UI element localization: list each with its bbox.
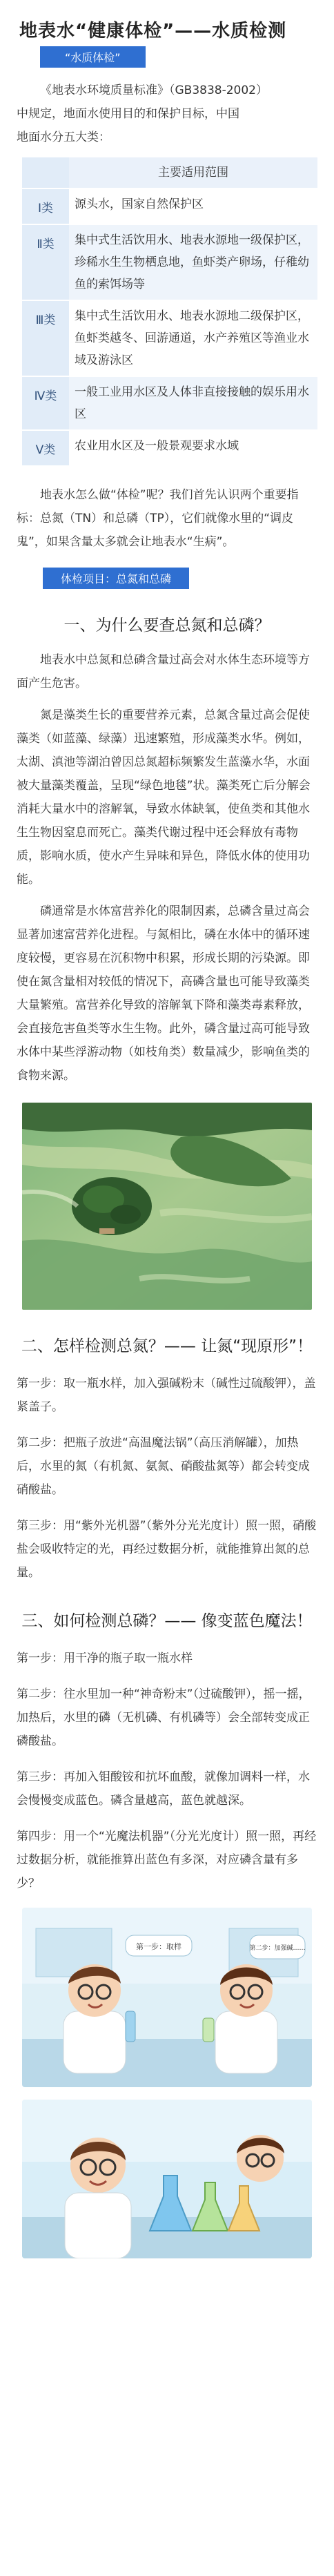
page-title: 地表水“健康体检”——水质检测 <box>19 21 287 41</box>
step-item: 第一步：用干净的瓶子取一瓶水样 <box>17 1652 193 1665</box>
table-cell-scope: 集中式生活饮用水、地表水源地二级保护区，鱼虾类越冬、回游通道，水产养殖区等渔业水域及游泳区 <box>69 300 317 376</box>
section-paragraph: 地表水中总氮和总磷含量过高会对水体生态环境等方面产生危害。 <box>17 653 310 690</box>
scientists-illustration <box>22 1908 312 2087</box>
table-cell-scope: 源头水，国家自然保护区 <box>69 188 317 224</box>
section-bar: 体检项目：总氮和总磷 <box>43 568 189 589</box>
lab-cartoon-2 <box>22 2100 312 2258</box>
table-cell-class: Ⅰ类 <box>22 188 69 224</box>
table-row <box>22 376 317 430</box>
table-row <box>22 300 317 376</box>
table-row <box>22 430 317 465</box>
title-tag: “水质体检” <box>40 46 146 68</box>
water-class-table <box>22 156 317 465</box>
table-row <box>22 224 317 300</box>
algae-lake-photo <box>22 1103 312 1310</box>
algae-lake-image <box>22 1103 312 1310</box>
section-heading: 三、如何检测总磷？—— 像变蓝色魔法！ <box>21 1612 313 1630</box>
table-cell-class: Ⅴ类 <box>22 430 69 465</box>
table-cell-scope: 农业用水区及一般景观要求水域 <box>69 430 317 465</box>
table-corner <box>22 157 69 188</box>
step-item: 第一步：取一瓶水样，加入强碱粉末（碱性过硫酸钾），盖紧盖子。 <box>17 1377 316 1414</box>
step-item: 第三步：用“紫外光机器”（紫外分光光度计）照一照，硝酸盐会吸收特定的光，再经过数据分析，就能推算出氮的总量。 <box>17 1519 317 1580</box>
checkup-intro: 地表水怎么做“体检”呢？我们首先认识两个重要指标：总氮（TN）和总磷（TP），它们就像水里的“调皮鬼”，如果含量太多就会让地表水“生病”。 <box>17 488 299 549</box>
step-item: 第二步：往水里加一种“神奇粉末”（过硫酸钾），摇一摇，加热后，水里的磷（无机磷、有机磷等）会全部转变成正磷酸盐。 <box>17 1687 311 1748</box>
intro-standard: 《地表水环境质量标准》（GB3838-2002） <box>40 84 268 97</box>
table-row <box>22 188 317 224</box>
step-item: 第四步：用一个“光魔法机器”（分光光度计）照一照，再经过数据分析，就能推算出蓝色有多深，对应磷含量有多少？ <box>17 1830 317 1890</box>
lab-cartoon-1 <box>22 1908 312 2087</box>
flask-scientists-illustration <box>22 2100 312 2258</box>
bubble-right-text: 第二步：加强碱…… <box>249 1945 306 1952</box>
intro-line: 地面水分五大类： <box>17 130 110 144</box>
table-header: 主要适用范围 <box>69 157 317 188</box>
section-heading: 二、怎样检测总氮？—— 让氮“现原形”！ <box>21 1337 313 1355</box>
section-heading: 一、为什么要查总氮和总磷？ <box>63 617 271 635</box>
table-cell-class: Ⅲ类 <box>22 300 69 376</box>
table-cell-scope: 一般工业用水区及人体非直接接触的娱乐用水区 <box>69 376 317 430</box>
table-cell-class: Ⅳ类 <box>22 376 69 430</box>
section-paragraph: 氮是藻类生长的重要营养元素，总氮含量过高会促使藻类（如蓝藻、绿藻）迅速繁殖，形成藻类水华。例如，太湖、滇池等湖泊曾因总氮超标频繁发生蓝藻水华，水面被大量藻类覆盖，呈现“绿色地毯”状。藻类死亡后分解会消耗大量水中的溶解氧，导致水体缺氧，使鱼类和其他水生生物因窒息而死亡。藻类代谢过程中还会释放有毒物质，影响水质，使水产生异味和异色，降低水体的使用功能。 <box>17 708 311 887</box>
intro-line: 中规定，地面水使用目的和保护目标，中国 <box>17 107 239 121</box>
bubble-left-text: 第一步：取样 <box>136 1942 181 1951</box>
table-cell-scope: 集中式生活饮用水、地表水源地一级保护区，珍稀水生生物栖息地，鱼虾类产卵场，仔稚幼鱼的索饵场等 <box>69 224 317 300</box>
table-cell-class: Ⅱ类 <box>22 224 69 300</box>
step-item: 第三步：再加入钼酸铵和抗坏血酸，就像加调料一样，水会慢慢变成蓝色。磷含量越高，蓝色就越深。 <box>17 1770 310 1808</box>
step-item: 第二步：把瓶子放进“高温魔法锅”（高压消解罐），加热后，水里的氮（有机氮、氨氮、硝酸盐氮等）都会转变成硝酸盐。 <box>17 1436 310 1497</box>
section-paragraph: 磷通常是水体富营养化的限制因素，总磷含量过高会显著加速富营养化进程。与氮相比，磷在水体中的循环速度较慢，更容易在沉积物中积累，形成长期的污染源。即使在氮含量相对较低的情况下，高磷含量也可能导致藻类大量繁殖。富营养化导致的溶解氧下降和藻类毒素释放，会直接危害鱼类等水生生物。此外，磷含量过高可能导致水体中某些浮游动物（如枝角类）数量减少，影响鱼类的食物来源。 <box>17 904 310 1083</box>
